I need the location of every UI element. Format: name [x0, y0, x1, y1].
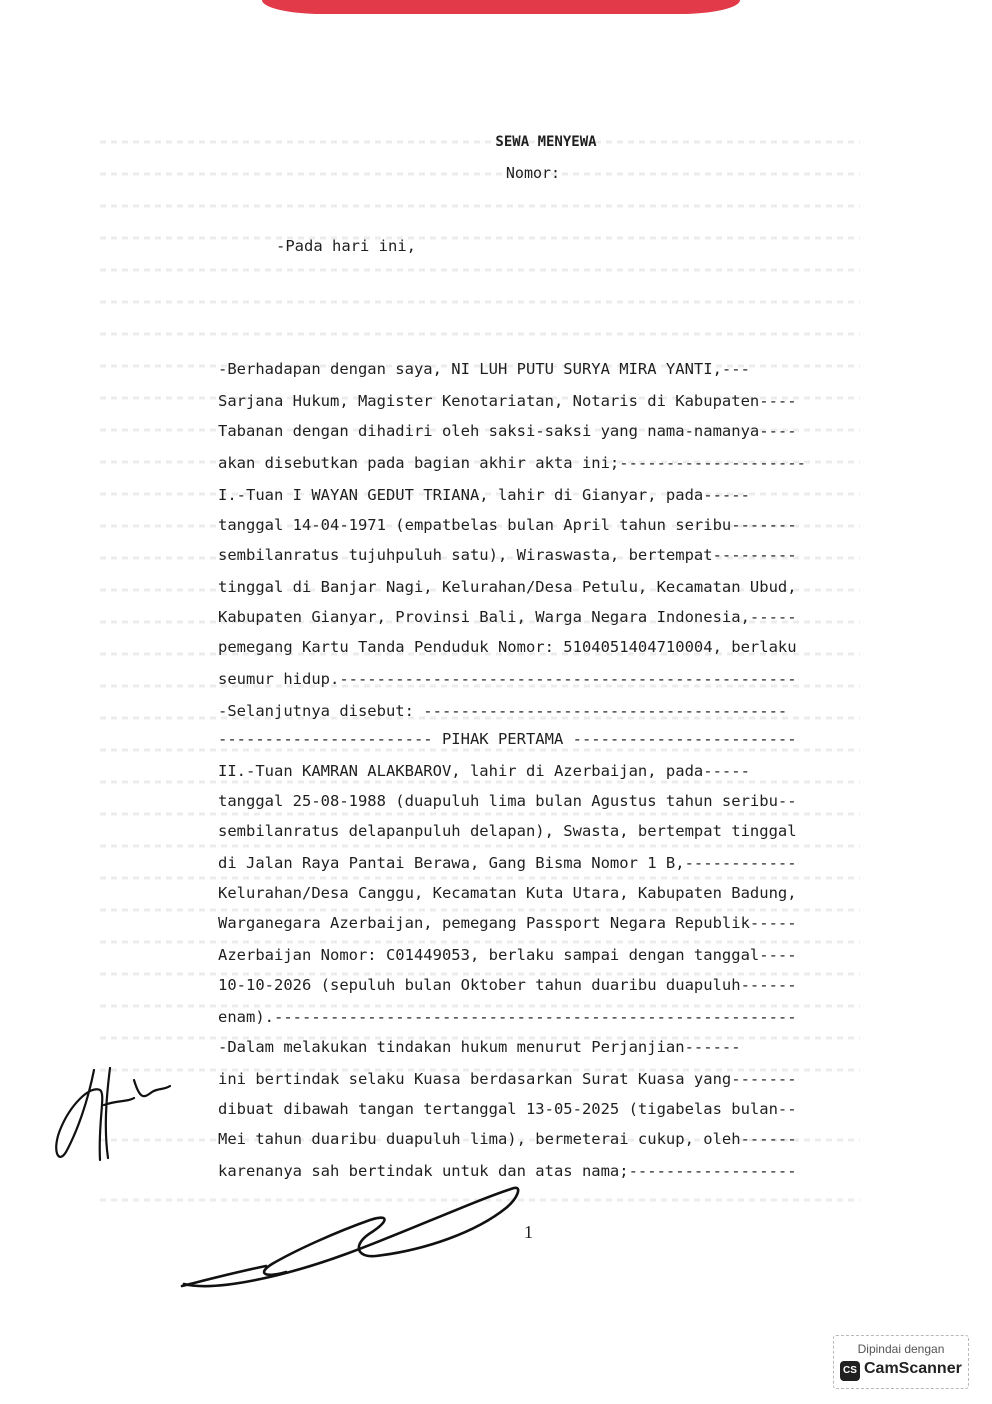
body-line: Warganegara Azerbaijan, pemegang Passport Negara Republik-----	[218, 914, 797, 932]
body-line: 10-10-2026 (sepuluh bulan Oktober tahun duaribu duapuluh------	[218, 976, 797, 994]
scanner-app-name: CamScanner	[864, 1360, 962, 1377]
body-line: Kabupaten Gianyar, Provinsi Bali, Warga Negara Indonesia,-----	[218, 608, 797, 626]
body-line: di Jalan Raya Pantai Berawa, Gang Bisma Nomor 1 B,------------	[218, 854, 797, 872]
body-line: tanggal 25-08-1988 (duapuluh lima bulan Agustus tahun seribu--	[218, 792, 797, 810]
party-heading-line: ----------------------- PIHAK PERTAMA ------------------------	[218, 730, 797, 748]
body-line: dibuat dibawah tangan tertanggal 13-05-2025 (tigabelas bulan--	[218, 1100, 797, 1118]
document-title: SEWA MENYEWA	[495, 134, 597, 150]
body-line: Kelurahan/Desa Canggu, Kecamatan Kuta Utara, Kabupaten Badung,	[218, 884, 797, 902]
camscanner-logo-icon: CS	[840, 1361, 860, 1381]
opening-line: -Pada hari ini,	[276, 237, 416, 255]
red-scan-band	[262, 0, 740, 14]
camscanner-watermark	[833, 1335, 969, 1389]
body-line: II.-Tuan KAMRAN ALAKBAROV, lahir di Azerbaijan, pada-----	[218, 762, 750, 780]
body-line: -Selanjutnya disebut: ---------------------------------------	[218, 702, 788, 720]
body-line: karenanya sah bertindak untuk dan atas nama;------------------	[218, 1162, 797, 1180]
body-line: sembilanratus tujuhpuluh satu), Wiraswasta, bertempat---------	[218, 546, 797, 564]
body-line: Mei tahun duaribu duapuluh lima), bermeterai cukup, oleh------	[218, 1130, 797, 1148]
body-line: pemegang Kartu Tanda Penduduk Nomor: 5104051404710004, berlaku	[218, 638, 797, 656]
body-line: tanggal 14-04-1971 (empatbelas bulan April tahun seribu-------	[218, 516, 797, 534]
body-line: tinggal di Banjar Nagi, Kelurahan/Desa Petulu, Kecamatan Ubud,	[218, 578, 797, 596]
body-line: ini bertindak selaku Kuasa berdasarkan Surat Kuasa yang-------	[218, 1070, 797, 1088]
body-line: akan disebutkan pada bagian akhir akta ini;--------------------	[218, 454, 806, 472]
body-line: Sarjana Hukum, Magister Kenotariatan, Notaris di Kabupaten----	[218, 392, 797, 410]
bottom-signature	[176, 1180, 536, 1300]
page-number: 1	[524, 1222, 533, 1242]
body-line: I.-Tuan I WAYAN GEDUT TRIANA, lahir di Gianyar, pada-----	[218, 486, 750, 504]
body-line: -Dalam melakukan tindakan hukum menurut Perjanjian------	[218, 1038, 741, 1056]
body-line: seumur hidup.-------------------------------------------------	[218, 670, 797, 688]
body-line: -Berhadapan dengan saya, NI LUH PUTU SURYA MIRA YANTI,---	[218, 360, 750, 378]
body-line: Tabanan dengan dihadiri oleh saksi-saksi yang nama-namanya----	[218, 422, 797, 440]
body-line: sembilanratus delapanpuluh delapan), Swasta, bertempat tinggal	[218, 822, 797, 840]
left-margin-signature	[48, 1060, 178, 1170]
body-line: enam).--------------------------------------------------------	[218, 1008, 797, 1026]
body-line: Azerbaijan Nomor: C01449053, berlaku sampai dengan tanggal----	[218, 946, 797, 964]
document-number-label: Nomor:	[505, 164, 561, 182]
scanner-caption: Dipindai dengan	[857, 1342, 945, 1356]
